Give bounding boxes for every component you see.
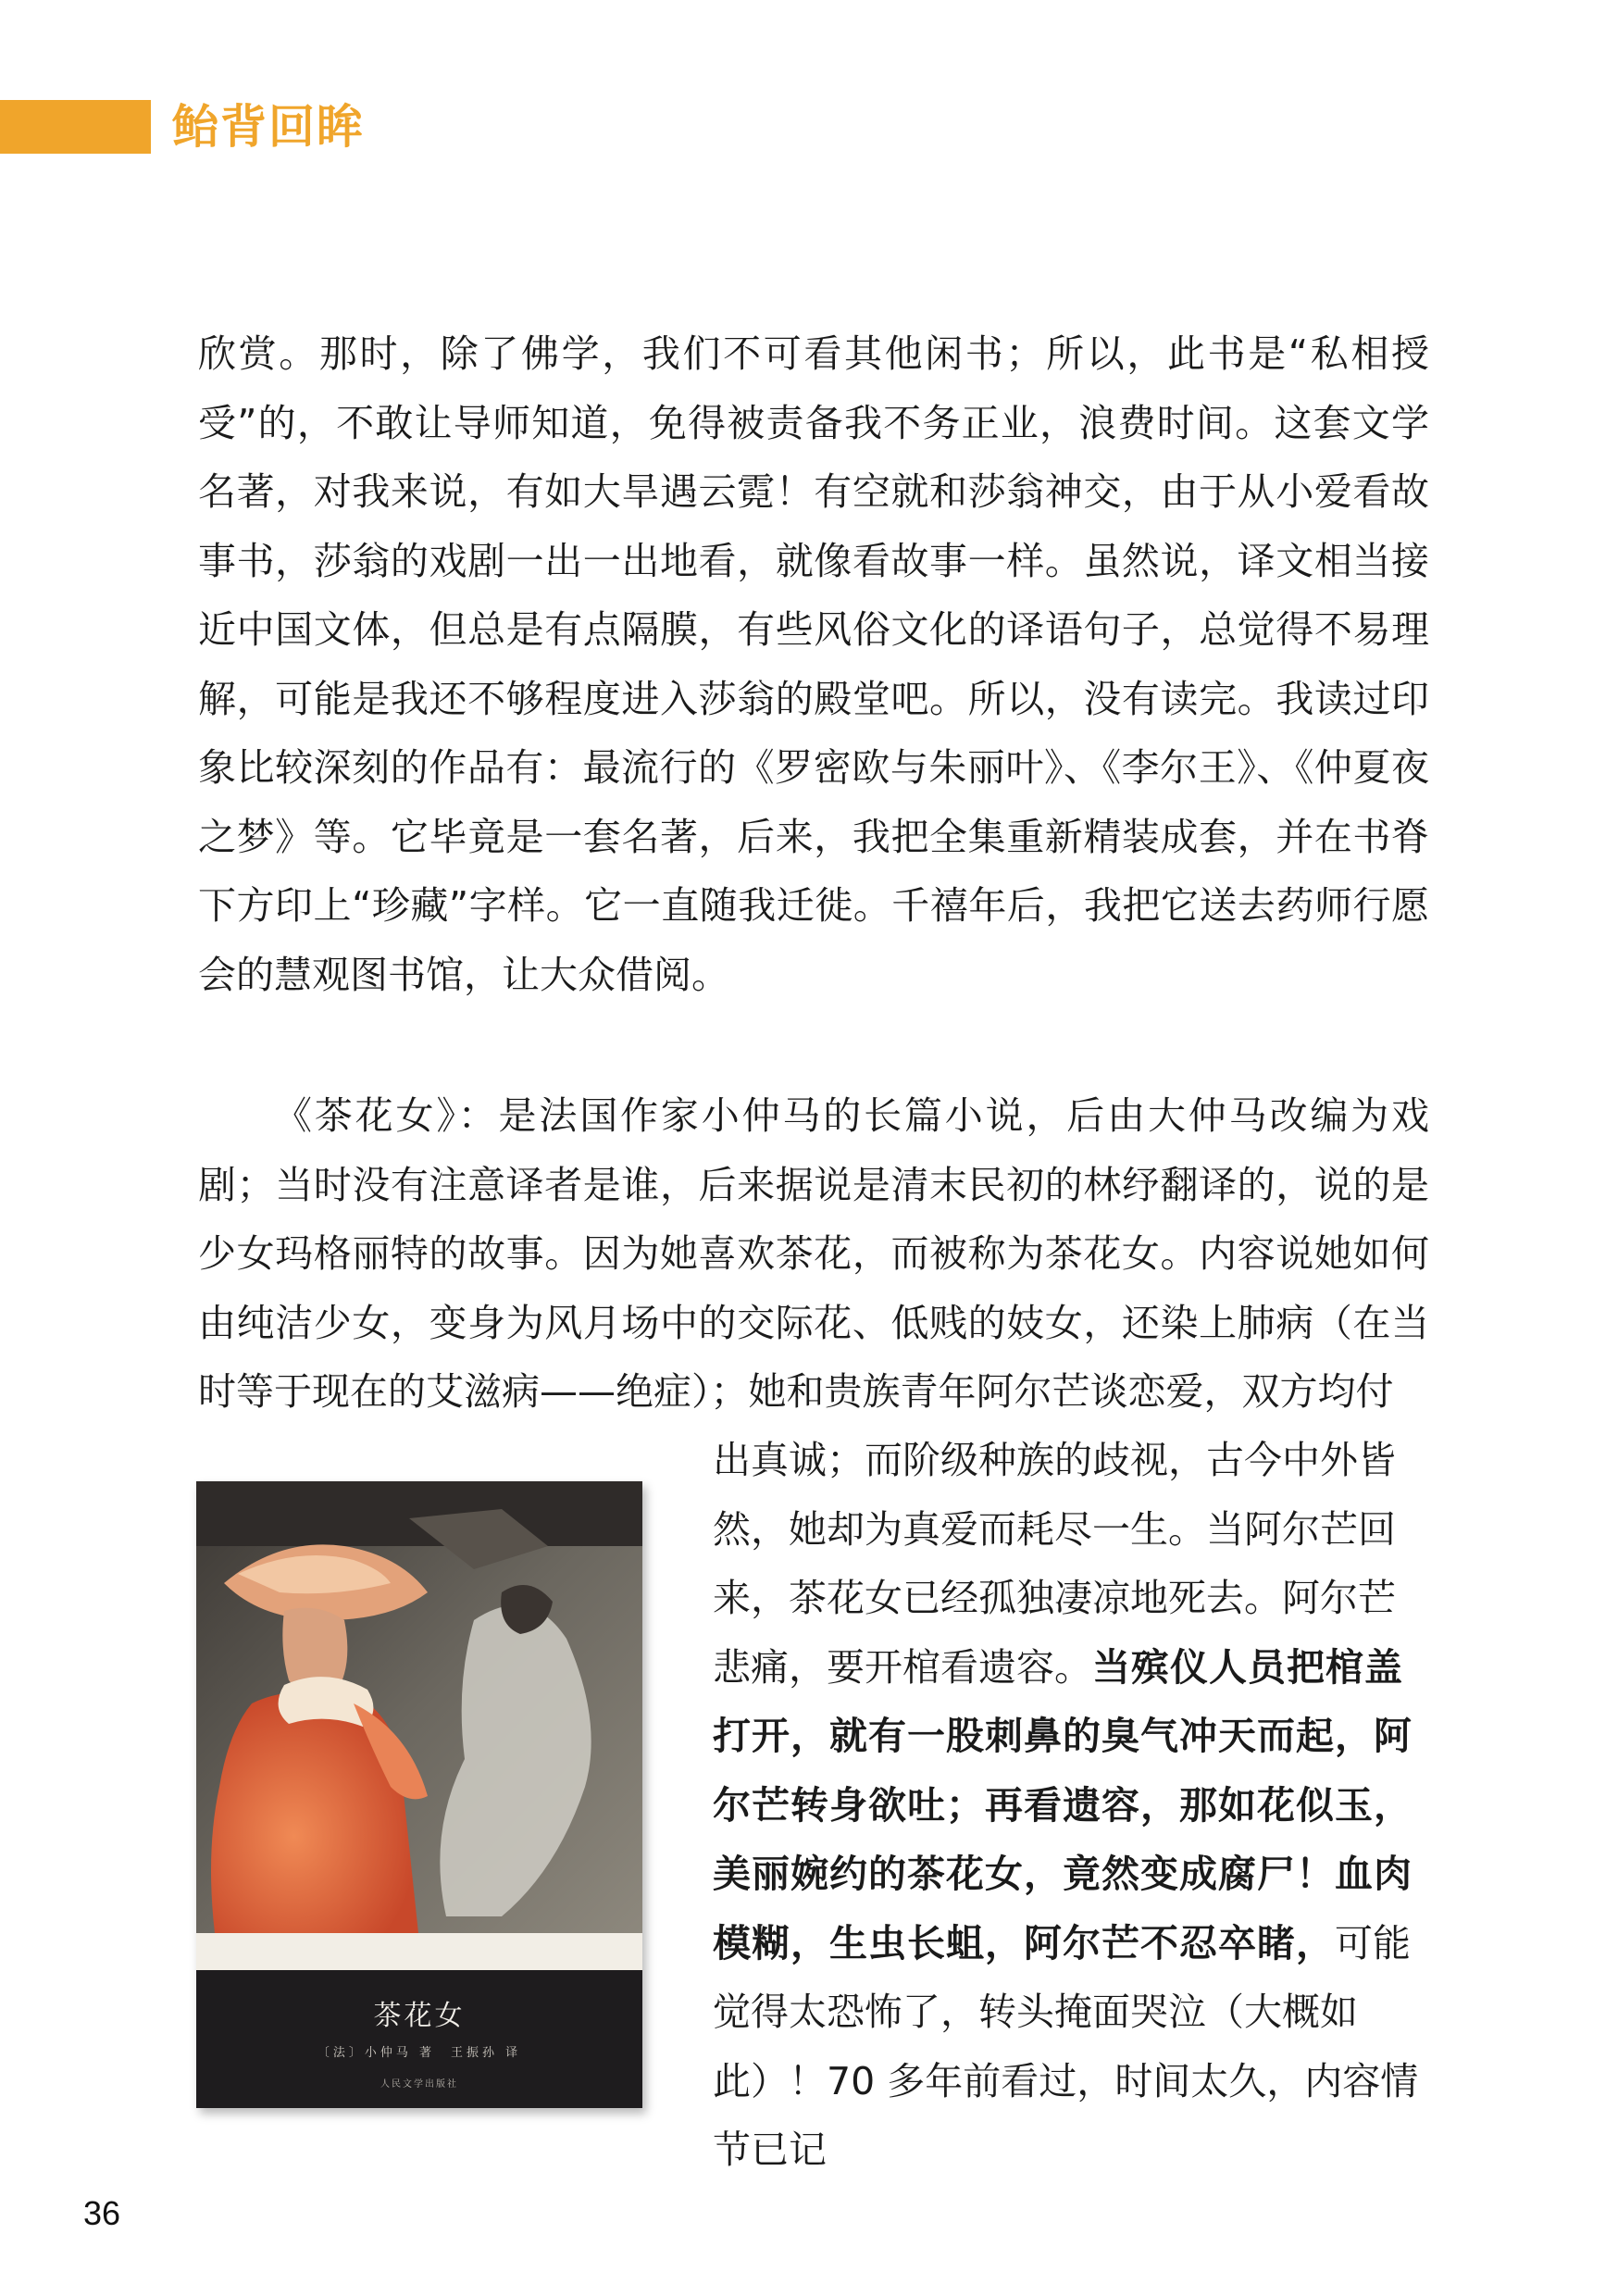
paragraph-3-lead: 出真诚；而阶级种族的歧视，古今中外皆然，她却为真爱而耗尽一生。当阿尔芒回来，茶花女已经孤独凄凉地死去。阿尔芒悲痛，要开棺看遗容。 (713, 1438, 1396, 1690)
body-paragraph-3 (713, 1426, 1429, 2185)
book-cover-image (196, 1481, 642, 2108)
header-accent-bar (0, 100, 151, 154)
paragraph-3-quote: 当殡仪人员把棺盖打开，就有一股刺鼻的臭气冲天而起，阿尔芒转身欲吐；再看遗容，那如花似玉，美丽婉约的茶花女，竟然变成腐尸！血肉模糊，生虫长蛆，阿尔芒不忍卒睹， (713, 1644, 1413, 1965)
cover-series-band (196, 1933, 642, 1970)
paragraph-3-tail: 可能觉得太恐怖了，转头掩面哭泣（大概如此）！70 多年前看过，时间太久，内容情节已记 (713, 1920, 1419, 2172)
body-paragraph-2: 《茶花女》：是法国作家小仲马的长篇小说，后由大仲马改编为戏剧；当时没有注意译者是谁，后来据说是清末民初的林纾翻译的，说的是少女玛格丽特的故事。因为她喜欢茶花，而被称为茶花女。内容说她如何由纯洁少女，变身为风月场中的交际花、低贱的妓女，还染上肺病（在当时等于现在的艾滋病——绝症）；她和贵族青年阿尔芒谈恋爱，双方均付 (198, 1093, 1429, 1414)
body-paragraph-1: 欣赏。那时，除了佛学，我们不可看其他闲书；所以，此书是“私相授受”的，不敢让导师知道，免得被责备我不务正业，浪费时间。这套文学名著，对我来说，有如大旱遇云霓！有空就和莎翁神交，由于从小爱看故事书，莎翁的戏剧一出一出地看，就像看故事一样。虽然说，译文相当接近中国文体，但总是有点隔膜，有些风俗文化的译语句子，总觉得不易理解，可能是我还不够程度进入莎翁的殿堂吧。所以，没有读完。我读过印象比较深刻的作品有：最流行的《罗密欧与朱丽叶》、《李尔王》、《仲夏夜之梦》等。它毕竟是一套名著，后来，我把全集重新精装成套，并在书脊下方印上“珍藏”字样。它一直随我迁徙。千禧年后，我把它送去药师行愿会的慧观图书馆，让大众借阅。 (198, 331, 1429, 997)
cover-publisher: 人民文学出版社 (380, 2079, 458, 2090)
cover-byline: 〔法〕小仲马 著 王振孙 译 (317, 2046, 522, 2060)
section-title: 鲐背回眸 (172, 100, 365, 154)
cover-title: 茶花女 (373, 2000, 466, 2032)
page-number: 36 (83, 2194, 121, 2232)
cover-painting (196, 1481, 642, 1933)
